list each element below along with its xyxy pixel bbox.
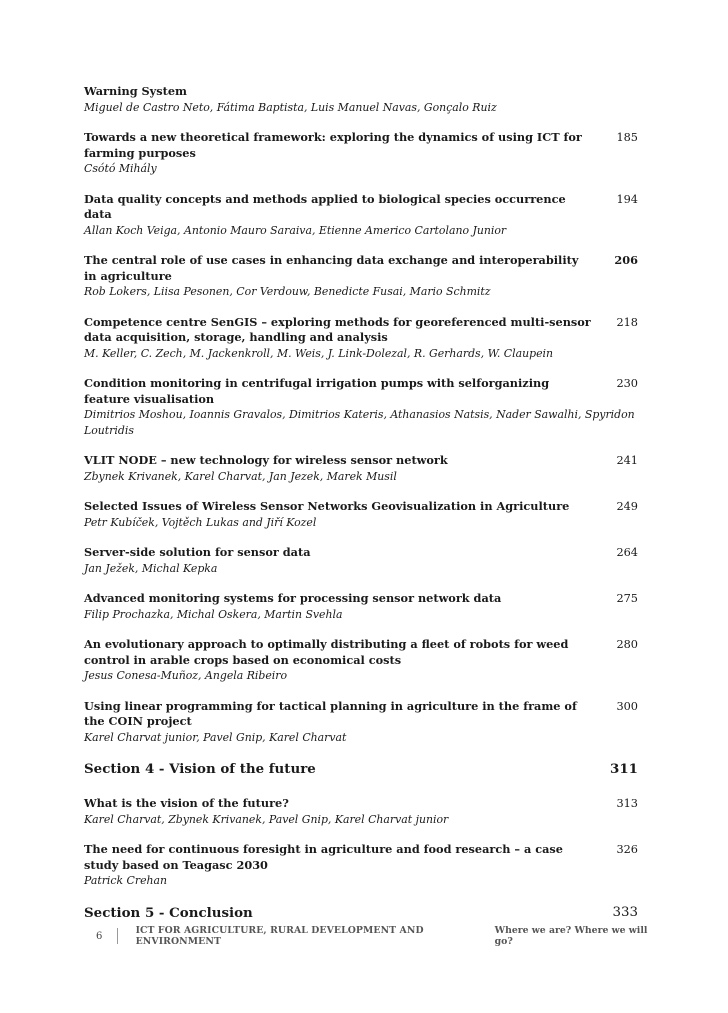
toc-entry xyxy=(84,699,640,746)
section-page-number: 311 xyxy=(610,761,638,777)
entry-page-number: 313 xyxy=(616,797,638,810)
entry-authors: Allan Koch Veiga, Antonio Mauro Saraiva, Etienne Americo Cartolano Junior xyxy=(84,223,507,237)
entry-page-number: 206 xyxy=(614,253,638,267)
entry-authors: Miguel de Castro Neto, Fátima Baptista, Luis Manuel Navas, Gonçalo Ruiz xyxy=(84,100,497,114)
toc-entry xyxy=(84,637,640,684)
entry-title: Towards a new theoretical framework: exploring the dynamics of using ICT for farming purposes xyxy=(84,130,582,160)
table-of-contents xyxy=(84,84,640,940)
footer-page-number: 6 xyxy=(96,930,103,942)
toc-entry xyxy=(84,842,640,889)
toc-entry xyxy=(84,315,640,362)
toc-entry xyxy=(84,591,640,622)
entry-page-number: 218 xyxy=(616,315,638,329)
toc-entry xyxy=(84,192,640,239)
entry-authors: Karel Charvat junior, Pavel Gnip, Karel Charvat xyxy=(84,730,347,744)
footer-divider xyxy=(117,928,118,944)
entry-title: What is the vision of the future? xyxy=(84,796,289,810)
entry-title: Competence centre SenGIS – exploring methods for georeferenced multi-sensor data acquisition, storage, handling and analysis xyxy=(84,314,591,344)
entry-page-number: 230 xyxy=(616,377,638,390)
toc-entry xyxy=(84,84,640,115)
entry-authors: Jesus Conesa-Muñoz, Angela Ribeiro xyxy=(84,669,288,682)
section-heading xyxy=(84,904,640,922)
toc-entry xyxy=(84,499,640,530)
entry-page-number: 300 xyxy=(616,699,638,713)
entry-title: Server-side solution for sensor data xyxy=(84,545,311,559)
entry-title: The need for continuous foresight in agriculture and food research – a case study based on Teagasc 2030 xyxy=(84,842,563,872)
toc-entry xyxy=(84,253,640,300)
entry-page-number: 194 xyxy=(616,192,638,206)
section-title: Section 4 - Vision of the future xyxy=(84,761,316,777)
entry-authors: Dimitrios Moshou, Ioannis Gravalos, Dimitrios Kateris, Athanasios Natsis, Nader Sawalhi, Spyridon Loutridis xyxy=(84,408,635,437)
entry-page-number: 241 xyxy=(616,454,638,467)
entry-page-number: 249 xyxy=(616,500,638,513)
entry-page-number: 280 xyxy=(616,638,638,651)
toc-entries xyxy=(84,796,640,889)
entry-authors: Petr Kubíček, Vojtěch Lukas and Jiří Kozel xyxy=(84,515,317,529)
entry-page-number: 185 xyxy=(616,131,638,144)
section-title: Section 5 - Conclusion xyxy=(84,904,253,921)
entry-authors: Zbynek Krivanek, Karel Charvat, Jan Jezek, Marek Musil xyxy=(84,469,397,483)
toc-entries xyxy=(84,84,640,745)
toc-entry xyxy=(84,376,640,438)
entry-authors: Karel Charvat, Zbynek Krivanek, Pavel Gnip, Karel Charvat junior xyxy=(84,812,449,826)
page-footer xyxy=(96,927,656,945)
footer-title: ICT FOR AGRICULTURE, RURAL DEVELOPMENT AND ENVIRONMENT xyxy=(135,925,424,947)
footer-subtitle: Where we are? Where we will go? xyxy=(494,925,648,947)
section-page-number: 333 xyxy=(612,904,638,920)
entry-title: The central role of use cases in enhancing data exchange and interoperability in agriculture xyxy=(84,253,579,283)
entry-title: Using linear programming for tactical planning in agriculture in the frame of the COIN project xyxy=(84,698,577,728)
toc-entry xyxy=(84,130,640,177)
entry-title: VLIT NODE – new technology for wireless sensor network xyxy=(84,453,448,467)
entry-title: Data quality concepts and methods applied to biological species occurrence data xyxy=(84,191,566,221)
entry-authors: Patrick Crehan xyxy=(84,874,168,887)
toc-entry xyxy=(84,796,640,827)
entry-page-number: 264 xyxy=(616,546,638,559)
entry-title: Selected Issues of Wireless Sensor Networks Geovisualization in Agriculture xyxy=(84,499,570,513)
entry-authors: Rob Lokers, Liisa Pesonen, Cor Verdouw, Benedicte Fusai, Mario Schmitz xyxy=(84,285,491,298)
entry-authors: Jan Ježek, Michal Kepka xyxy=(84,561,218,575)
entry-page-number: 275 xyxy=(616,592,638,605)
entry-authors: Filip Prochazka, Michal Oskera, Martin Svehla xyxy=(84,607,343,621)
entry-title: Condition monitoring in centrifugal irrigation pumps with selforganizing feature visualisation xyxy=(84,376,550,406)
entry-title: An evolutionary approach to optimally distributing a fleet of robots for weed control in arable crops based on economical costs xyxy=(84,637,569,667)
entry-authors: M. Keller, C. Zech, M. Jackenkroll, M. Weis, J. Link-Dolezal, R. Gerhards, W. Claupein xyxy=(84,346,554,360)
section-heading xyxy=(84,760,640,778)
toc-entry xyxy=(84,545,640,576)
entry-authors: Csótó Mihály xyxy=(84,162,157,175)
toc-entry xyxy=(84,453,640,484)
entry-page-number: 326 xyxy=(616,843,638,856)
entry-title: Warning System xyxy=(84,84,187,98)
entry-title: Advanced monitoring systems for processing sensor network data xyxy=(84,591,502,605)
